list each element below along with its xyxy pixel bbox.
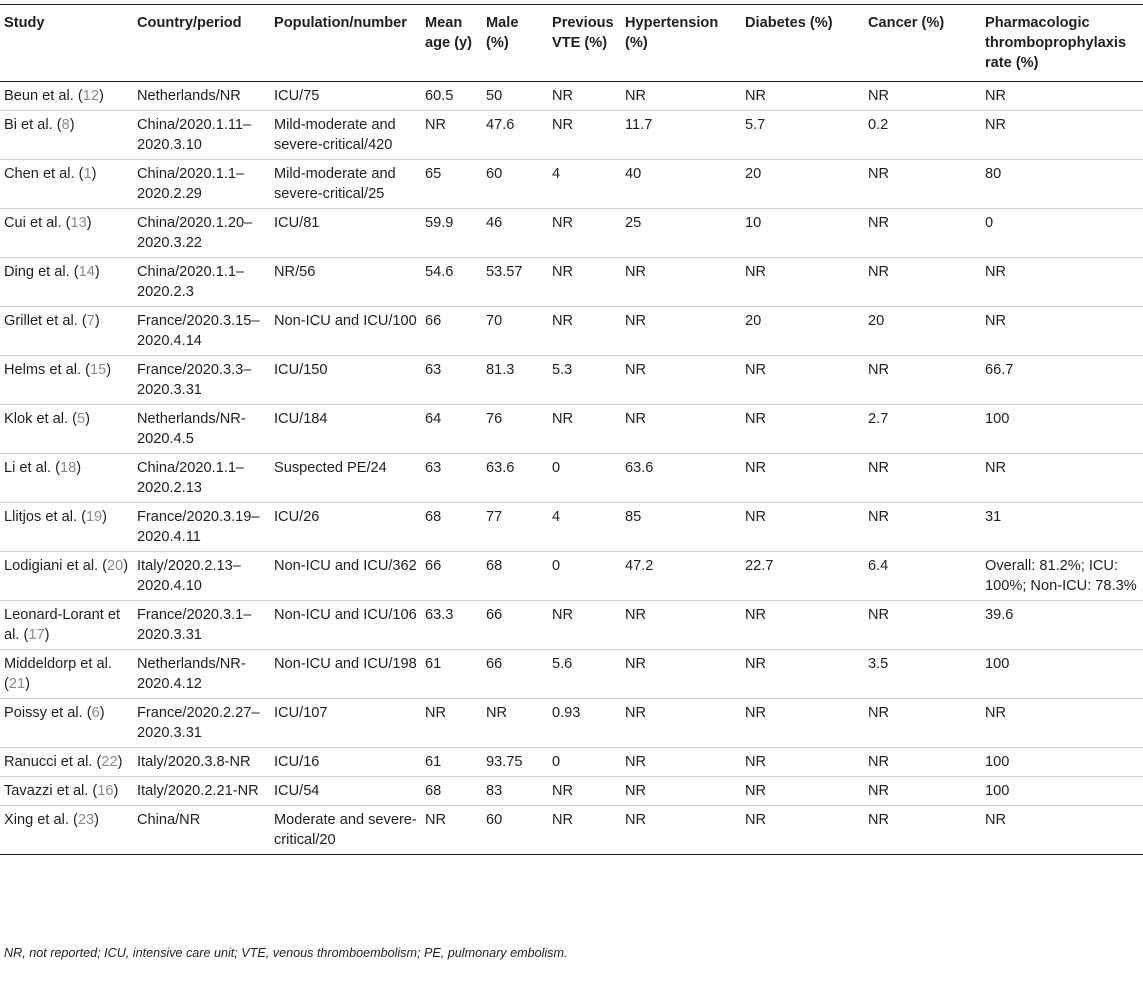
study-cell: Grillet et al. (7) xyxy=(0,307,133,356)
cell-prev-vte: NR xyxy=(548,209,621,258)
cell-prev-vte: NR xyxy=(548,307,621,356)
cell-male: 63.6 xyxy=(482,454,548,503)
cell-prophylaxis: NR xyxy=(981,258,1143,307)
cell-population: Non-ICU and ICU/198 xyxy=(270,650,421,699)
cell-male: 76 xyxy=(482,405,548,454)
table-body xyxy=(0,82,1143,855)
cell-cancer: NR xyxy=(864,503,981,552)
study-cell: Ding et al. (14) xyxy=(0,258,133,307)
cell-hypertension: NR xyxy=(621,748,741,777)
cell-hypertension: NR xyxy=(621,777,741,806)
column-header: Country/period xyxy=(133,5,270,82)
study-cell: Bi et al. (8) xyxy=(0,111,133,160)
cell-population: ICU/184 xyxy=(270,405,421,454)
cell-prev-vte: NR xyxy=(548,82,621,111)
cell-country-period: Netherlands/NR xyxy=(133,82,270,111)
reference-link[interactable]: 13 xyxy=(70,215,87,231)
study-name: Ranucci et al. xyxy=(4,754,93,770)
table-row xyxy=(0,777,1143,806)
cell-hypertension: 40 xyxy=(621,160,741,209)
table-row xyxy=(0,111,1143,160)
cell-mean-age: 61 xyxy=(421,650,482,699)
cell-country-period: China/2020.1.11–2020.3.10 xyxy=(133,111,270,160)
cell-diabetes: NR xyxy=(741,454,864,503)
cell-hypertension: NR xyxy=(621,258,741,307)
study-cell: Helms et al. (15) xyxy=(0,356,133,405)
reference-link[interactable]: 21 xyxy=(8,676,26,692)
study-cell: Chen et al. (1) xyxy=(0,160,133,209)
cell-population: Mild-moderate and severe-critical/25 xyxy=(270,160,421,209)
cell-male: 66 xyxy=(482,601,548,650)
cell-prophylaxis: 100 xyxy=(981,777,1143,806)
cell-cancer: NR xyxy=(864,82,981,111)
cell-country-period: France/2020.3.15–2020.4.14 xyxy=(133,307,270,356)
cell-prophylaxis: Overall: 81.2%; ICU: 100%; Non-ICU: 78.3% xyxy=(981,552,1143,601)
study-cell: Leonard-Lorant et al. (17) xyxy=(0,601,133,650)
cell-prev-vte: NR xyxy=(548,111,621,160)
cell-male: 53.57 xyxy=(482,258,548,307)
cell-cancer: NR xyxy=(864,699,981,748)
column-header: Hypertension (%) xyxy=(621,5,741,82)
cell-male: 60 xyxy=(482,160,548,209)
study-name: Bi et al. xyxy=(4,117,53,133)
cell-prophylaxis: NR xyxy=(981,82,1143,111)
reference-link[interactable]: 15 xyxy=(89,362,107,378)
table-row xyxy=(0,552,1143,601)
cell-cancer: 6.4 xyxy=(864,552,981,601)
cell-population: ICU/150 xyxy=(270,356,421,405)
cell-population: ICU/75 xyxy=(270,82,421,111)
cell-male: 81.3 xyxy=(482,356,548,405)
study-name: Beun et al. xyxy=(4,88,74,104)
cell-mean-age: 63 xyxy=(421,356,482,405)
cell-population: NR/56 xyxy=(270,258,421,307)
cell-male: 46 xyxy=(482,209,548,258)
cell-male: NR xyxy=(482,699,548,748)
reference-link[interactable]: 8 xyxy=(61,117,70,133)
reference-link[interactable]: 22 xyxy=(101,754,118,770)
column-header: Male (%) xyxy=(482,5,548,82)
cell-mean-age: 63.3 xyxy=(421,601,482,650)
cell-country-period: Netherlands/NR-2020.4.5 xyxy=(133,405,270,454)
cell-diabetes: NR xyxy=(741,699,864,748)
cell-mean-age: 54.6 xyxy=(421,258,482,307)
cell-prophylaxis: NR xyxy=(981,454,1143,503)
table-row xyxy=(0,699,1143,748)
cell-mean-age: NR xyxy=(421,806,482,855)
cell-diabetes: 20 xyxy=(741,160,864,209)
table-row xyxy=(0,307,1143,356)
cell-population: Non-ICU and ICU/362 xyxy=(270,552,421,601)
data-table-container xyxy=(0,4,1143,855)
cell-male: 77 xyxy=(482,503,548,552)
cell-prev-vte: NR xyxy=(548,806,621,855)
cell-country-period: Italy/2020.2.13–2020.4.10 xyxy=(133,552,270,601)
cell-cancer: NR xyxy=(864,209,981,258)
cell-hypertension: 11.7 xyxy=(621,111,741,160)
study-cell: Cui et al. (13) xyxy=(0,209,133,258)
study-cell: Beun et al. (12) xyxy=(0,82,133,111)
study-name: Middeldorp et al. xyxy=(4,656,112,672)
cell-hypertension: NR xyxy=(621,806,741,855)
cell-mean-age: 60.5 xyxy=(421,82,482,111)
cell-diabetes: NR xyxy=(741,650,864,699)
cell-country-period: China/2020.1.1–2020.2.13 xyxy=(133,454,270,503)
cell-population: ICU/16 xyxy=(270,748,421,777)
cell-male: 93.75 xyxy=(482,748,548,777)
column-header: Cancer (%) xyxy=(864,5,981,82)
study-name: Leonard-Lorant et al. xyxy=(4,607,121,643)
cell-prophylaxis: 100 xyxy=(981,748,1143,777)
study-cell: Poissy et al. (6) xyxy=(0,699,133,748)
cell-population: ICU/107 xyxy=(270,699,421,748)
study-name: Llitjos et al. xyxy=(4,509,78,525)
cell-hypertension: NR xyxy=(621,356,741,405)
cell-prophylaxis: NR xyxy=(981,307,1143,356)
cell-mean-age: 66 xyxy=(421,307,482,356)
table-row xyxy=(0,82,1143,111)
cell-population: ICU/26 xyxy=(270,503,421,552)
study-name: Grillet et al. xyxy=(4,313,78,329)
cell-diabetes: 5.7 xyxy=(741,111,864,160)
cell-prev-vte: 4 xyxy=(548,160,621,209)
cell-population: Moderate and severe-critical/20 xyxy=(270,806,421,855)
cell-cancer: NR xyxy=(864,748,981,777)
cell-country-period: France/2020.3.1–2020.3.31 xyxy=(133,601,270,650)
cell-male: 50 xyxy=(482,82,548,111)
cell-prev-vte: 4 xyxy=(548,503,621,552)
table-row xyxy=(0,806,1143,855)
cell-country-period: China/2020.1.1–2020.2.3 xyxy=(133,258,270,307)
cell-diabetes: NR xyxy=(741,806,864,855)
study-name: Klok et al. xyxy=(4,411,69,427)
cell-prophylaxis: 66.7 xyxy=(981,356,1143,405)
cell-country-period: China/2020.1.20–2020.3.22 xyxy=(133,209,270,258)
cell-population: Non-ICU and ICU/106 xyxy=(270,601,421,650)
table-row xyxy=(0,405,1143,454)
study-name: Xing et al. xyxy=(4,812,69,828)
cell-country-period: France/2020.3.3–2020.3.31 xyxy=(133,356,270,405)
study-characteristics-table xyxy=(0,4,1143,855)
table-header-row xyxy=(0,5,1143,82)
cell-prophylaxis: NR xyxy=(981,699,1143,748)
cell-mean-age: 59.9 xyxy=(421,209,482,258)
cell-prophylaxis: 31 xyxy=(981,503,1143,552)
cell-prev-vte: NR xyxy=(548,601,621,650)
reference-link[interactable]: 6 xyxy=(91,705,100,721)
cell-mean-age: 61 xyxy=(421,748,482,777)
cell-male: 66 xyxy=(482,650,548,699)
cell-population: ICU/81 xyxy=(270,209,421,258)
study-cell: Ranucci et al. (22) xyxy=(0,748,133,777)
reference-link[interactable]: 14 xyxy=(78,264,95,280)
reference-link[interactable]: 12 xyxy=(82,88,99,104)
column-header: Previous VTE (%) xyxy=(548,5,621,82)
table-row xyxy=(0,160,1143,209)
cell-country-period: Italy/2020.2.21-NR xyxy=(133,777,270,806)
table-row xyxy=(0,748,1143,777)
cell-diabetes: NR xyxy=(741,777,864,806)
cell-diabetes: NR xyxy=(741,356,864,405)
cell-hypertension: 63.6 xyxy=(621,454,741,503)
study-cell: Tavazzi et al. (16) xyxy=(0,777,133,806)
cell-hypertension: NR xyxy=(621,650,741,699)
cell-mean-age: 66 xyxy=(421,552,482,601)
cell-diabetes: NR xyxy=(741,405,864,454)
table-row xyxy=(0,503,1143,552)
study-name: Lodigiani et al. xyxy=(4,558,99,574)
cell-cancer: NR xyxy=(864,258,981,307)
cell-diabetes: 20 xyxy=(741,307,864,356)
study-name: Cui et al. xyxy=(4,215,62,231)
cell-prev-vte: 5.6 xyxy=(548,650,621,699)
cell-country-period: France/2020.3.19–2020.4.11 xyxy=(133,503,270,552)
cell-hypertension: NR xyxy=(621,82,741,111)
study-cell: Li et al. (18) xyxy=(0,454,133,503)
cell-cancer: 3.5 xyxy=(864,650,981,699)
cell-country-period: China/2020.1.1–2020.2.29 xyxy=(133,160,270,209)
cell-mean-age: 63 xyxy=(421,454,482,503)
cell-diabetes: NR xyxy=(741,748,864,777)
reference-link[interactable]: 7 xyxy=(86,313,95,329)
table-row xyxy=(0,601,1143,650)
study-cell: Klok et al. (5) xyxy=(0,405,133,454)
cell-prophylaxis: NR xyxy=(981,806,1143,855)
cell-prophylaxis: 100 xyxy=(981,405,1143,454)
cell-prophylaxis: 39.6 xyxy=(981,601,1143,650)
cell-cancer: NR xyxy=(864,160,981,209)
cell-mean-age: 64 xyxy=(421,405,482,454)
cell-mean-age: NR xyxy=(421,699,482,748)
column-header: Study xyxy=(0,5,133,82)
cell-prev-vte: 5.3 xyxy=(548,356,621,405)
cell-prev-vte: 0 xyxy=(548,748,621,777)
cell-prophylaxis: 80 xyxy=(981,160,1143,209)
cell-diabetes: 10 xyxy=(741,209,864,258)
cell-mean-age: 68 xyxy=(421,777,482,806)
cell-cancer: NR xyxy=(864,806,981,855)
cell-hypertension: 25 xyxy=(621,209,741,258)
cell-hypertension: 85 xyxy=(621,503,741,552)
cell-cancer: NR xyxy=(864,454,981,503)
table-row xyxy=(0,209,1143,258)
reference-link[interactable]: 5 xyxy=(77,411,86,427)
cell-prev-vte: 0 xyxy=(548,552,621,601)
cell-male: 70 xyxy=(482,307,548,356)
cell-hypertension: NR xyxy=(621,405,741,454)
cell-country-period: Netherlands/NR-2020.4.12 xyxy=(133,650,270,699)
reference-link[interactable]: 20 xyxy=(107,558,124,574)
reference-link[interactable]: 17 xyxy=(28,627,45,643)
cell-country-period: Italy/2020.3.8-NR xyxy=(133,748,270,777)
study-name: Helms et al. xyxy=(4,362,82,378)
cell-population: Non-ICU and ICU/100 xyxy=(270,307,421,356)
cell-prophylaxis: NR xyxy=(981,111,1143,160)
cell-country-period: France/2020.2.27–2020.3.31 xyxy=(133,699,270,748)
cell-prev-vte: 0.93 xyxy=(548,699,621,748)
cell-hypertension: NR xyxy=(621,601,741,650)
cell-male: 83 xyxy=(482,777,548,806)
cell-prev-vte: NR xyxy=(548,777,621,806)
cell-diabetes: NR xyxy=(741,601,864,650)
cell-male: 68 xyxy=(482,552,548,601)
cell-mean-age: NR xyxy=(421,111,482,160)
column-header: Mean age (y) xyxy=(421,5,482,82)
column-header: Pharmacologic thromboprophylaxis rate (%) xyxy=(981,5,1143,82)
cell-population: Suspected PE/24 xyxy=(270,454,421,503)
reference-link[interactable]: 23 xyxy=(77,812,95,828)
cell-cancer: 2.7 xyxy=(864,405,981,454)
reference-link[interactable]: 1 xyxy=(83,166,92,182)
cell-cancer: NR xyxy=(864,777,981,806)
table-row xyxy=(0,454,1143,503)
cell-diabetes: NR xyxy=(741,82,864,111)
cell-male: 47.6 xyxy=(482,111,548,160)
cell-cancer: NR xyxy=(864,356,981,405)
cell-mean-age: 68 xyxy=(421,503,482,552)
cell-hypertension: NR xyxy=(621,699,741,748)
cell-population: ICU/54 xyxy=(270,777,421,806)
cell-hypertension: 47.2 xyxy=(621,552,741,601)
study-name: Chen et al. xyxy=(4,166,75,182)
study-name: Tavazzi et al. xyxy=(4,783,89,799)
reference-link[interactable]: 18 xyxy=(59,460,77,476)
reference-link[interactable]: 19 xyxy=(85,509,103,525)
cell-cancer: NR xyxy=(864,601,981,650)
table-row xyxy=(0,356,1143,405)
cell-population: Mild-moderate and severe-critical/420 xyxy=(270,111,421,160)
cell-cancer: 20 xyxy=(864,307,981,356)
cell-mean-age: 65 xyxy=(421,160,482,209)
cell-male: 60 xyxy=(482,806,548,855)
cell-prophylaxis: 0 xyxy=(981,209,1143,258)
table-footnote: NR, not reported; ICU, intensive care unit; VTE, venous thromboembolism; PE, pulmonary embolism. xyxy=(4,946,568,960)
study-name: Poissy et al. xyxy=(4,705,83,721)
cell-prev-vte: NR xyxy=(548,405,621,454)
cell-diabetes: NR xyxy=(741,503,864,552)
study-cell: Xing et al. (23) xyxy=(0,806,133,855)
study-cell: Lodigiani et al. (20) xyxy=(0,552,133,601)
column-header: Population/number xyxy=(270,5,421,82)
cell-diabetes: NR xyxy=(741,258,864,307)
cell-prev-vte: NR xyxy=(548,258,621,307)
cell-prophylaxis: 100 xyxy=(981,650,1143,699)
study-name: Ding et al. xyxy=(4,264,70,280)
study-cell: Llitjos et al. (19) xyxy=(0,503,133,552)
cell-prev-vte: 0 xyxy=(548,454,621,503)
cell-hypertension: NR xyxy=(621,307,741,356)
column-header: Diabetes (%) xyxy=(741,5,864,82)
study-cell: Middeldorp et al. (21) xyxy=(0,650,133,699)
table-row xyxy=(0,650,1143,699)
cell-cancer: 0.2 xyxy=(864,111,981,160)
cell-country-period: China/NR xyxy=(133,806,270,855)
cell-diabetes: 22.7 xyxy=(741,552,864,601)
table-row xyxy=(0,258,1143,307)
reference-link[interactable]: 16 xyxy=(97,783,114,799)
study-name: Li et al. xyxy=(4,460,52,476)
